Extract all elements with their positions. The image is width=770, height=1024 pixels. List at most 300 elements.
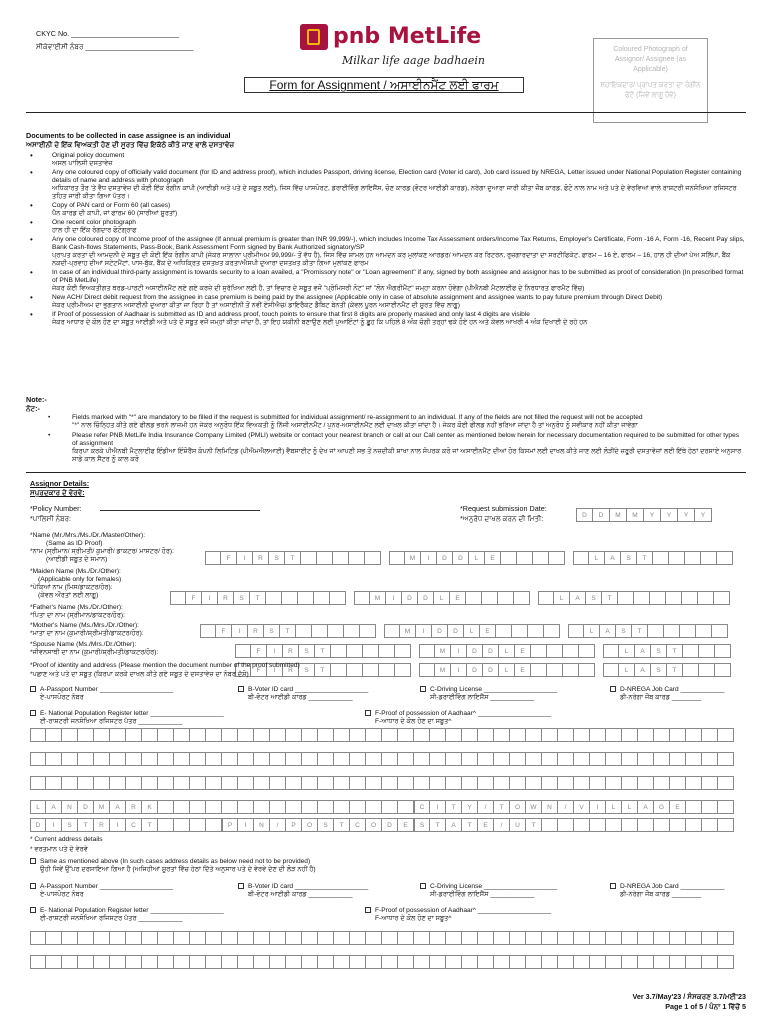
char-box[interactable] [686, 752, 702, 766]
char-box[interactable] [126, 776, 142, 790]
char-box[interactable] [389, 551, 405, 565]
char-box[interactable] [142, 752, 158, 766]
char-box[interactable] [478, 955, 494, 969]
char-box[interactable] [526, 752, 542, 766]
char-box[interactable] [270, 955, 286, 969]
char-box[interactable]: D [448, 624, 464, 638]
char-box[interactable]: I [451, 663, 467, 677]
char-box[interactable] [648, 624, 664, 638]
char-box[interactable]: R [248, 624, 264, 638]
char-box[interactable] [174, 776, 190, 790]
char-box[interactable]: T [602, 591, 618, 605]
char-box[interactable] [414, 728, 430, 742]
char-box[interactable]: L [554, 591, 570, 605]
char-box[interactable] [501, 551, 517, 565]
char-box[interactable] [574, 776, 590, 790]
char-box[interactable] [94, 752, 110, 766]
char-box[interactable] [350, 728, 366, 742]
char-box[interactable] [702, 752, 718, 766]
char-box[interactable] [558, 931, 574, 945]
char-box[interactable] [715, 663, 731, 677]
char-box[interactable] [206, 955, 222, 969]
char-box[interactable]: G [654, 800, 670, 814]
char-box[interactable] [331, 644, 347, 658]
char-box[interactable] [670, 752, 686, 766]
char-box[interactable] [446, 955, 462, 969]
mother-first-name-boxes[interactable] [235, 644, 411, 658]
char-box[interactable] [686, 955, 702, 969]
char-box[interactable] [494, 728, 510, 742]
char-box[interactable] [298, 591, 314, 605]
char-box[interactable] [526, 955, 542, 969]
char-box[interactable]: / [478, 800, 494, 814]
char-box[interactable] [718, 728, 734, 742]
char-box[interactable] [142, 728, 158, 742]
char-box[interactable]: S [62, 818, 78, 832]
checkbox[interactable] [610, 883, 616, 889]
char-box[interactable] [190, 931, 206, 945]
maiden-first-name-boxes[interactable] [170, 591, 346, 605]
char-box[interactable] [653, 551, 669, 565]
checkbox[interactable] [30, 686, 36, 692]
char-box[interactable]: F [251, 663, 267, 677]
char-box[interactable] [379, 663, 395, 677]
char-box[interactable] [574, 931, 590, 945]
char-box[interactable] [398, 728, 414, 742]
char-box[interactable]: T [667, 644, 683, 658]
char-box[interactable] [158, 776, 174, 790]
char-box[interactable] [446, 931, 462, 945]
char-box[interactable] [206, 818, 222, 832]
char-box[interactable] [126, 752, 142, 766]
char-box[interactable]: D [483, 663, 499, 677]
char-box[interactable]: T [632, 624, 648, 638]
char-box[interactable] [382, 752, 398, 766]
char-box[interactable] [158, 800, 174, 814]
char-box[interactable]: S [616, 624, 632, 638]
char-box[interactable] [430, 955, 446, 969]
char-box[interactable] [558, 955, 574, 969]
char-box[interactable]: S [299, 644, 315, 658]
char-box[interactable] [606, 931, 622, 945]
char-box[interactable] [174, 800, 190, 814]
char-box[interactable] [110, 931, 126, 945]
char-box[interactable] [301, 551, 317, 565]
char-box[interactable] [318, 955, 334, 969]
char-box[interactable] [510, 752, 526, 766]
char-box[interactable] [622, 818, 638, 832]
char-box[interactable] [334, 955, 350, 969]
char-box[interactable] [78, 931, 94, 945]
char-box[interactable] [254, 800, 270, 814]
char-box[interactable]: D [483, 644, 499, 658]
char-box[interactable] [414, 955, 430, 969]
char-box[interactable] [531, 663, 547, 677]
char-box[interactable] [62, 752, 78, 766]
char-box[interactable] [365, 551, 381, 565]
char-box[interactable] [590, 776, 606, 790]
char-box[interactable] [718, 776, 734, 790]
char-box[interactable] [686, 728, 702, 742]
char-box[interactable] [510, 931, 526, 945]
char-box[interactable] [686, 931, 702, 945]
district-boxes[interactable] [30, 818, 222, 832]
char-box[interactable] [235, 644, 251, 658]
option-a-current[interactable]: A-Passport Number ____________________ ਏ-ਪਾਸਪੋਰਟ ਨੰਬਰ [30, 883, 173, 899]
char-box[interactable]: L [606, 800, 622, 814]
char-box[interactable]: I [238, 818, 254, 832]
char-box[interactable] [606, 752, 622, 766]
char-box[interactable] [682, 591, 698, 605]
char-box[interactable] [328, 624, 344, 638]
char-box[interactable]: V [574, 800, 590, 814]
char-box[interactable] [718, 800, 734, 814]
char-box[interactable] [30, 776, 46, 790]
char-box[interactable] [206, 800, 222, 814]
father-middle-name-boxes[interactable] [384, 624, 560, 638]
char-box[interactable]: S [414, 818, 430, 832]
char-box[interactable] [528, 624, 544, 638]
char-box[interactable]: R [126, 800, 142, 814]
char-box[interactable]: D [432, 624, 448, 638]
char-box[interactable]: T [315, 644, 331, 658]
father-first-name-boxes[interactable] [200, 624, 376, 638]
char-box[interactable] [174, 728, 190, 742]
char-box[interactable] [142, 931, 158, 945]
char-box[interactable] [270, 752, 286, 766]
char-box[interactable] [238, 752, 254, 766]
char-box[interactable] [514, 591, 530, 605]
option-f[interactable]: F-Proof of possession of Aadhaar^ ____________________ F-ਆਧਾਰ ਦੇ ਕੋਲ ਹੋਣ ਦਾ ਸਬੂਤ^ [365, 710, 551, 726]
char-box[interactable] [430, 931, 446, 945]
char-box[interactable] [78, 728, 94, 742]
char-box[interactable] [62, 955, 78, 969]
char-box[interactable]: S [621, 551, 637, 565]
char-box[interactable] [654, 776, 670, 790]
char-box[interactable]: T [494, 800, 510, 814]
char-box[interactable] [46, 955, 62, 969]
pincode-boxes[interactable] [222, 818, 414, 832]
char-box[interactable] [478, 776, 494, 790]
char-box[interactable]: E [398, 818, 414, 832]
char-box[interactable] [574, 818, 590, 832]
char-box[interactable] [712, 624, 728, 638]
char-box[interactable] [206, 728, 222, 742]
char-box[interactable] [206, 776, 222, 790]
address-line-2-boxes[interactable] [30, 752, 734, 766]
char-box[interactable] [482, 591, 498, 605]
char-box[interactable] [398, 931, 414, 945]
char-box[interactable] [238, 800, 254, 814]
char-box[interactable]: L [622, 800, 638, 814]
char-box[interactable]: D [437, 551, 453, 565]
char-box[interactable] [302, 955, 318, 969]
char-box[interactable] [462, 752, 478, 766]
char-box[interactable] [238, 728, 254, 742]
char-box[interactable] [110, 728, 126, 742]
char-box[interactable] [590, 728, 606, 742]
char-box[interactable] [78, 776, 94, 790]
char-box[interactable] [702, 818, 718, 832]
char-box[interactable]: I [267, 644, 283, 658]
char-box[interactable] [318, 728, 334, 742]
char-box[interactable]: T [315, 663, 331, 677]
char-box[interactable] [142, 955, 158, 969]
char-box[interactable] [110, 955, 126, 969]
char-box[interactable] [606, 728, 622, 742]
char-box[interactable] [544, 624, 560, 638]
char-box[interactable] [314, 591, 330, 605]
char-box[interactable] [347, 644, 363, 658]
char-box[interactable] [622, 776, 638, 790]
char-box[interactable] [654, 818, 670, 832]
char-box[interactable]: D [402, 591, 418, 605]
char-box[interactable]: N [62, 800, 78, 814]
char-box[interactable] [686, 776, 702, 790]
char-box[interactable] [384, 624, 400, 638]
char-box[interactable]: T [285, 551, 301, 565]
char-box[interactable]: L [589, 551, 605, 565]
char-box[interactable]: T [637, 551, 653, 565]
char-box[interactable] [542, 752, 558, 766]
char-box[interactable]: R [253, 551, 269, 565]
char-box[interactable]: T [142, 818, 158, 832]
char-box[interactable] [670, 931, 686, 945]
char-box[interactable] [718, 818, 734, 832]
char-box[interactable] [270, 800, 286, 814]
char-box[interactable] [558, 776, 574, 790]
char-box[interactable] [349, 551, 365, 565]
char-box[interactable] [254, 752, 270, 766]
char-box[interactable] [714, 591, 730, 605]
city-boxes[interactable] [414, 800, 734, 814]
char-box[interactable]: A [600, 624, 616, 638]
char-box[interactable] [606, 818, 622, 832]
char-box[interactable] [538, 591, 554, 605]
char-box[interactable] [398, 776, 414, 790]
char-box[interactable] [547, 663, 563, 677]
checkbox[interactable] [30, 883, 36, 889]
char-box[interactable] [622, 752, 638, 766]
char-box[interactable]: L [499, 663, 515, 677]
char-box[interactable] [686, 800, 702, 814]
char-box[interactable] [318, 931, 334, 945]
char-box[interactable] [494, 776, 510, 790]
char-box[interactable] [590, 818, 606, 832]
char-box[interactable] [622, 955, 638, 969]
char-box[interactable] [222, 728, 238, 742]
char-box[interactable]: D [593, 508, 610, 522]
char-box[interactable]: M [400, 624, 416, 638]
char-box[interactable] [638, 752, 654, 766]
char-box[interactable] [222, 931, 238, 945]
char-box[interactable]: S [299, 663, 315, 677]
char-box[interactable] [510, 776, 526, 790]
char-box[interactable] [574, 728, 590, 742]
char-box[interactable] [670, 728, 686, 742]
char-box[interactable]: R [283, 663, 299, 677]
char-box[interactable]: C [126, 818, 142, 832]
char-box[interactable] [414, 752, 430, 766]
char-box[interactable]: T [446, 800, 462, 814]
char-box[interactable] [496, 624, 512, 638]
option-e[interactable]: E- National Population Register letter ____________________ ਈ-ਰਾਸ਼ਟਰੀ ਜਨਸੰਖਿਆ ਰਜਿਸਟਰ ਪੱਤਰ ____________ [30, 710, 224, 726]
char-box[interactable]: L [619, 644, 635, 658]
char-box[interactable] [638, 776, 654, 790]
char-box[interactable] [715, 644, 731, 658]
same-as-above-option[interactable]: Same as mentioned above (In such cases address details as below need not to be provided) ਉਹੀ ਜਿਵੇਂ ਉੱਪਰ ਦਰਸਾਇਆ ਗਿਆ ਹੈ (ਅਜਿਹੀਆਂ ਸੂਰਤਾਂ ਵਿੱਚ ਹੇਠਾਂ ਦਿੱਤੇ ਅਨੁਸਾਰ ਪਤੇ ਦੇ ਵੇਰਵੇ ਦੇਣ ਦੀ ਲੋੜ ਨਹੀਂ ਹੈ) [30, 858, 316, 874]
char-box[interactable] [126, 931, 142, 945]
char-box[interactable] [382, 931, 398, 945]
char-box[interactable] [494, 955, 510, 969]
char-box[interactable] [363, 663, 379, 677]
char-box[interactable] [158, 728, 174, 742]
char-box[interactable] [478, 752, 494, 766]
char-box[interactable]: M [370, 591, 386, 605]
char-box[interactable] [462, 776, 478, 790]
char-box[interactable]: I [451, 644, 467, 658]
char-box[interactable] [446, 776, 462, 790]
char-box[interactable]: I [416, 624, 432, 638]
char-box[interactable]: C [350, 818, 366, 832]
char-box[interactable] [190, 818, 206, 832]
char-box[interactable] [366, 800, 382, 814]
state-boxes[interactable] [414, 818, 734, 832]
char-box[interactable] [670, 818, 686, 832]
char-box[interactable] [622, 931, 638, 945]
checkbox[interactable] [610, 686, 616, 692]
char-box[interactable] [531, 644, 547, 658]
char-box[interactable]: E [515, 663, 531, 677]
char-box[interactable]: / [494, 818, 510, 832]
char-box[interactable] [363, 644, 379, 658]
option-d[interactable]: D-NREGA Job Card ____________ ਡੀ-ਨਰੇਗਾ ਜੌਬ ਕਾਰਡ ________ [610, 686, 724, 702]
char-box[interactable] [574, 955, 590, 969]
char-box[interactable] [542, 776, 558, 790]
char-box[interactable]: F [216, 624, 232, 638]
char-box[interactable] [398, 800, 414, 814]
char-box[interactable] [190, 728, 206, 742]
char-box[interactable] [238, 931, 254, 945]
option-c[interactable]: C-Driving License ____________________ ਸੀ-ਡਰਾਈਵਿੰਗ ਲਾਇਸੈਂਸ ____________ [420, 686, 557, 702]
char-box[interactable]: I [237, 551, 253, 565]
char-box[interactable]: L [499, 644, 515, 658]
char-box[interactable] [702, 955, 718, 969]
char-box[interactable] [334, 752, 350, 766]
char-box[interactable] [350, 955, 366, 969]
char-box[interactable]: F [251, 644, 267, 658]
char-box[interactable]: T [334, 818, 350, 832]
char-box[interactable] [590, 752, 606, 766]
char-box[interactable] [302, 728, 318, 742]
char-box[interactable]: N [254, 818, 270, 832]
char-box[interactable] [618, 591, 634, 605]
checkbox[interactable] [30, 907, 36, 913]
char-box[interactable] [670, 776, 686, 790]
char-box[interactable] [664, 624, 680, 638]
char-box[interactable] [206, 752, 222, 766]
char-box[interactable]: S [234, 591, 250, 605]
char-box[interactable] [266, 591, 282, 605]
char-box[interactable] [344, 624, 360, 638]
char-box[interactable]: T [430, 818, 446, 832]
char-box[interactable]: Y [695, 508, 712, 522]
char-box[interactable] [126, 728, 142, 742]
char-box[interactable] [494, 931, 510, 945]
char-box[interactable] [382, 728, 398, 742]
char-box[interactable] [542, 955, 558, 969]
char-box[interactable] [526, 728, 542, 742]
char-box[interactable] [462, 931, 478, 945]
char-box[interactable]: S [586, 591, 602, 605]
char-box[interactable] [110, 752, 126, 766]
char-box[interactable] [254, 931, 270, 945]
address-line-1-boxes[interactable] [30, 728, 734, 742]
char-box[interactable]: T [250, 591, 266, 605]
char-box[interactable] [638, 728, 654, 742]
char-box[interactable] [78, 752, 94, 766]
char-box[interactable] [718, 955, 734, 969]
char-box[interactable] [222, 800, 238, 814]
char-box[interactable] [650, 591, 666, 605]
checkbox[interactable] [420, 883, 426, 889]
char-box[interactable] [579, 663, 595, 677]
char-box[interactable] [282, 591, 298, 605]
checkbox[interactable] [238, 883, 244, 889]
char-box[interactable] [318, 776, 334, 790]
char-box[interactable]: I [421, 551, 437, 565]
char-box[interactable] [286, 728, 302, 742]
char-box[interactable]: R [218, 591, 234, 605]
char-box[interactable]: M [435, 663, 451, 677]
char-box[interactable] [395, 663, 411, 677]
char-box[interactable] [654, 728, 670, 742]
spouse-last-name-boxes[interactable] [603, 663, 731, 677]
char-box[interactable]: D [418, 591, 434, 605]
char-box[interactable]: S [651, 644, 667, 658]
char-box[interactable] [398, 752, 414, 766]
char-box[interactable]: D [467, 663, 483, 677]
char-box[interactable] [573, 551, 589, 565]
char-box[interactable] [702, 728, 718, 742]
checkbox[interactable] [30, 710, 36, 716]
char-box[interactable] [190, 955, 206, 969]
char-box[interactable] [158, 752, 174, 766]
char-box[interactable]: D [30, 818, 46, 832]
char-box[interactable] [158, 955, 174, 969]
char-box[interactable] [238, 955, 254, 969]
char-box[interactable] [30, 752, 46, 766]
char-box[interactable] [680, 624, 696, 638]
option-e-current[interactable]: E- National Population Register letter ____________________ ਈ-ਰਾਸ਼ਟਰੀ ਜਨਸੰਖਿਆ ਰਜਿਸਟਰ ਪੱਤਰ ____________ [30, 907, 224, 923]
char-box[interactable]: E [450, 591, 466, 605]
char-box[interactable] [354, 591, 370, 605]
char-box[interactable] [238, 776, 254, 790]
char-box[interactable]: T [667, 663, 683, 677]
char-box[interactable] [366, 728, 382, 742]
char-box[interactable] [286, 800, 302, 814]
char-box[interactable] [366, 931, 382, 945]
char-box[interactable]: F [221, 551, 237, 565]
char-box[interactable] [638, 955, 654, 969]
char-box[interactable] [347, 663, 363, 677]
char-box[interactable] [634, 591, 650, 605]
char-box[interactable] [547, 644, 563, 658]
char-box[interactable] [78, 955, 94, 969]
char-box[interactable]: / [270, 818, 286, 832]
char-box[interactable] [366, 752, 382, 766]
char-box[interactable] [62, 728, 78, 742]
